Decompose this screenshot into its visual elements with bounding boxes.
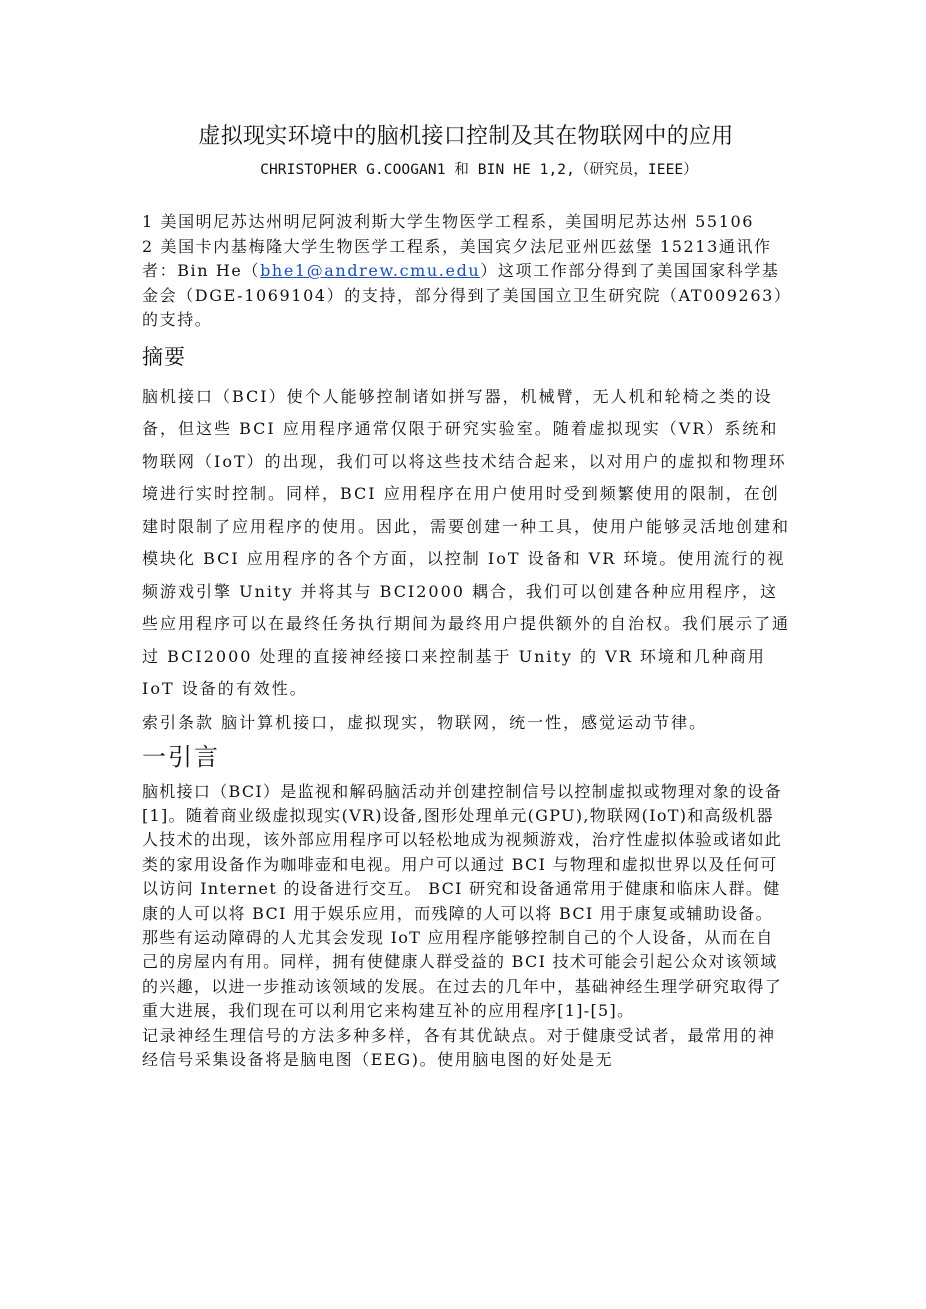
index-terms: 索引条款 脑计算机接口，虚拟现实，物联网，统一性，感觉运动节律。 xyxy=(142,712,708,732)
affiliation-1: 1 美国明尼苏达州明尼阿波利斯大学生物医学工程系，美国明尼苏达州 55106 xyxy=(142,212,755,231)
introduction-paragraph-1: 脑机接口（BCI）是监视和解码脑活动并创建控制信号以控制虚拟或物理对象的设备[1]。随着商业级虚拟现实(VR)设备,图形处理单元(GPU),物联网(IoT)和高级机器人技术的出现，该外部应用程序可以轻松地成为视频游戏，治疗性虚拟体验或诸如此类的家用设备作为咖啡壶和电视。用户可以通过 BCI 与物理和虚拟世界以及任何可以访问 Internet 的设备进行交互。 BCI 研究和设备通常用于健康和临床人群。健康的人可以将 BCI 用于娱乐应用，而残障的人可以将 BCI 用于康复或辅助设备。那些有运动障碍的人尤其会发现 IoT 应用程序能够控制自己的个人设备，从而在自己的房屋内有用。同样，拥有使健康人群受益的 BCI 技术可能会引起公众对该领域的兴趣，以进一步推动该领域的发展。在过去的几年中，基础神经生理学研究取得了重大进展，我们现在可以利用它来构建互补的应用程序[1]-[5]。 xyxy=(142,781,783,1021)
author-line: CHRISTOPHER G.COOGAN1 和 BIN HE 1,2,（研究员，IEEE） xyxy=(260,162,698,178)
affiliations-block xyxy=(142,210,790,333)
abstract-heading: 摘要 xyxy=(142,344,186,369)
affiliation-2-and-correspondence xyxy=(142,235,790,333)
abstract-paragraph: 脑机接口（BCI）使个人能够控制诸如拼写器，机械臂，无人机和轮椅之类的设备，但这些 BCI 应用程序通常仅限于研究实验室。随着虚拟现实（VR）系统和物联网（IoT）的出现，我们可以将这些技术结合起来，以对用户的虚拟和物理环境进行实时控制。同样，BCI 应用程序在用户使用时受到频繁使用的限制，在创建时限制了应用程序的使用。因此，需要创建一种工具，使用户能够灵活地创建和模块化 BCI 应用程序的各个方面，以控制 IoT 设备和 VR 环境。使用流行的视频游戏引擎 Unity 并将其与 BCI2000 耦合，我们可以创建各种应用程序，这些应用程序可以在最终任务执行期间为最终用户提供额外的自治权。我们展示了通过 BCI2000 处理的直接神经接口来控制基于 Unity 的 VR 环境和几种商用 IoT 设备的有效性。 xyxy=(142,386,791,698)
paper-title: 虚拟现实环境中的脑机接口控制及其在物联网中的应用 xyxy=(198,124,734,149)
correspondence-prefix: 通讯作者：Bin He（ xyxy=(142,236,772,280)
introduction-paragraph-2: 记录神经生理信号的方法多种多样，各有其优缺点。对于健康受试者，最常用的神经信号采集设备将是脑电图（EEG)。使用脑电图的好处是无 xyxy=(142,1025,776,1069)
introduction-heading: 一引言 xyxy=(142,742,220,771)
paper-content xyxy=(142,118,790,1072)
email-link[interactable]: bhe1@andrew.cmu.edu xyxy=(260,261,481,280)
funding-text: ）这项工作部分得到了美国国家科学基金会（DGE-1069104）的支持，部分得到了美国国立卫生研究院（AT009263）的支持。 xyxy=(142,261,784,329)
affiliation-2: 2 美国卡内基梅隆大学生物医学工程系，美国宾夕法尼亚州匹兹堡 15213 xyxy=(142,236,719,256)
